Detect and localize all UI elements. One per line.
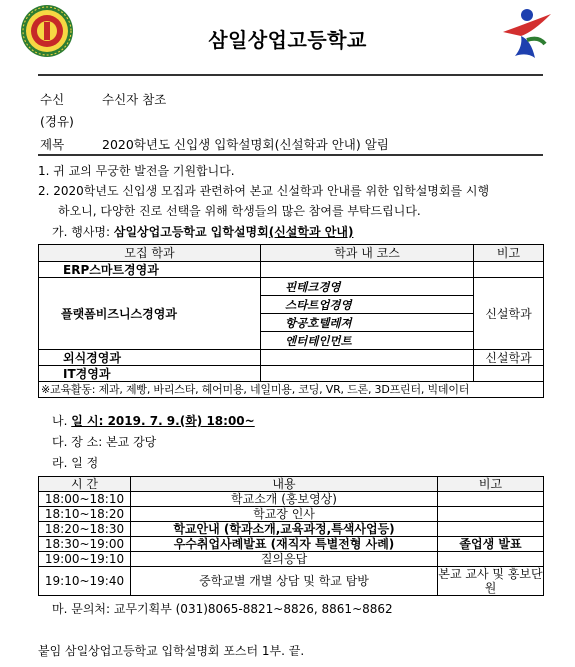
header-divider: [38, 74, 543, 76]
time-cell: 19:10~19:40: [39, 567, 131, 596]
paragraph-2-line-2: 하오니, 다양한 진로 선택을 위해 학생들의 많은 참여를 부탁드립니다.: [58, 204, 421, 218]
note-cell: [474, 262, 544, 278]
note-cell: [474, 366, 544, 382]
via-label: (경유): [40, 114, 74, 129]
time-cell: 18:10~18:20: [39, 507, 131, 522]
attachment-line: 붙임 삼일상업고등학교 입학설명회 포스터 1부. 끝.: [38, 644, 305, 658]
subject-divider: [38, 154, 543, 156]
schedule-label: 라. 일 정: [52, 456, 99, 470]
content-cell: 우수취업사례발표 (재직자 특별전형 사례): [131, 537, 438, 552]
content-cell: 중학교별 개별 상담 및 학교 탐방: [131, 567, 438, 596]
dept-cell: ERP스마트경영과: [39, 262, 261, 278]
dept-header: 모집 학과: [39, 245, 261, 262]
time-cell: 19:00~19:10: [39, 552, 131, 567]
dept-cell: IT경영과: [39, 366, 261, 382]
note-cell: [438, 552, 544, 567]
note-cell: [438, 507, 544, 522]
recipient-value: 수신자 참조: [102, 92, 167, 107]
event-prefix: 가. 행사명:: [52, 225, 114, 239]
paragraph-2-line-1: 2. 2020학년도 신입생 모집과 관련하여 본교 신설학과 안내를 위한 입학설명회를 시행: [38, 184, 490, 198]
runner-brand-icon: [497, 6, 555, 60]
event-paren: (신설학과 안내): [268, 225, 354, 239]
course-cell: 항공호텔레져: [261, 314, 474, 332]
subject-value: 2020학년도 신입생 입학설명회(신설학과 안내) 알림: [102, 137, 389, 152]
note-cell: [438, 492, 544, 507]
time-cell: 18:00~18:10: [39, 492, 131, 507]
date-prefix: 나.: [52, 414, 72, 428]
content-cell: 학교장 인사: [131, 507, 438, 522]
date-line: [52, 412, 255, 429]
subject-label: 제목: [40, 137, 65, 152]
date-value: : 2019. 7. 9.(화) 18:00~: [98, 414, 255, 428]
school-name-title: 삼일상업고등학교: [208, 28, 367, 52]
dept-cell: 외식경영과: [39, 350, 261, 366]
content-cell: 학교안내 (학과소개,교육과정,특색사업등): [131, 522, 438, 537]
course-cell: [261, 366, 474, 382]
note-cell: 졸업생 발표: [438, 537, 544, 552]
content-cell: 학교소개 (홍보영상): [131, 492, 438, 507]
place-label: 다. 장 소: [52, 435, 99, 449]
event-name: 삼일상업고등학교 입학설명회: [113, 225, 269, 239]
paragraph-1: 1. 귀 교의 무궁한 발전을 기원합니다.: [38, 164, 235, 178]
course-header: 학과 내 코스: [261, 245, 474, 262]
note-header: 비고: [474, 245, 544, 262]
note-cell: [438, 522, 544, 537]
contact-line: 마. 문의처: 교무기획부 (031)8065-8821~8826, 8861~8862: [52, 602, 393, 616]
time-header: 시 간: [39, 477, 131, 492]
course-cell: [261, 350, 474, 366]
recipient-label: 수신: [40, 92, 65, 107]
activities-footnote: ※교육활동: 제과, 제빵, 바리스타, 헤어미용, 네일미용, 코딩, VR, 드론, 3D프린터, 빅데이터: [39, 382, 544, 398]
place-line: [52, 433, 156, 450]
time-cell: 18:20~18:30: [39, 522, 131, 537]
department-table: [38, 244, 544, 398]
note-header: 비고: [438, 477, 544, 492]
time-cell: 18:30~19:00: [39, 537, 131, 552]
content-header: 내용: [131, 477, 438, 492]
note-cell: 본교 교사 및 홍보단원: [438, 567, 543, 595]
dept-cell: 플랫폼비즈니스경영과: [39, 278, 261, 350]
note-cell: 신설학과: [474, 350, 544, 366]
course-cell: 스타트업경영: [261, 296, 474, 314]
course-cell: 엔터테인먼트: [261, 332, 474, 350]
schedule-table: [38, 476, 544, 596]
note-cell: 신설학과: [474, 278, 544, 350]
event-name-line: [52, 223, 353, 240]
content-cell: 질의응답: [131, 552, 438, 567]
place-value: : 본교 강당: [98, 435, 157, 449]
course-cell: [261, 262, 474, 278]
course-cell: 핀테크경영: [261, 278, 474, 296]
date-label: 일 시: [71, 414, 99, 428]
